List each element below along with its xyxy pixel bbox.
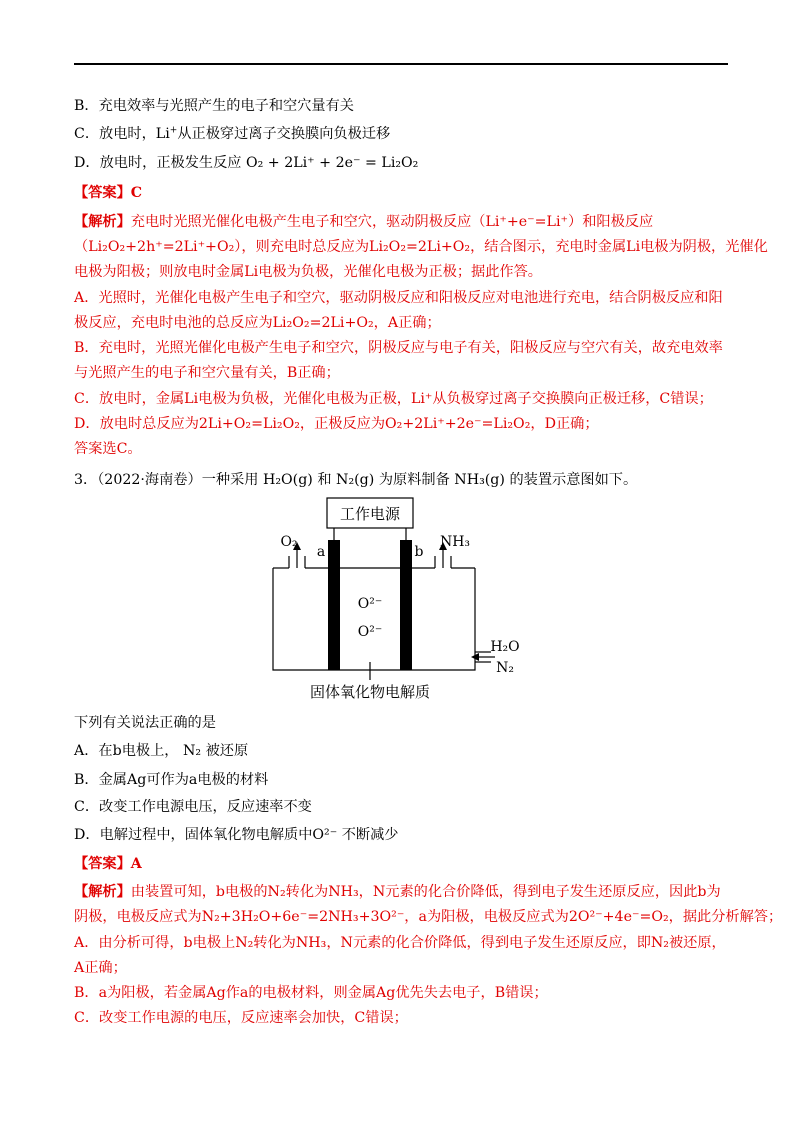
prev-analysis-line: D．放电时总反应为2Li+O₂=Li₂O₂，正极反应为O₂+2Li⁺+2e⁻=Li₂O₂，D正确；: [74, 416, 599, 432]
label-nh3: NH₃: [439, 534, 471, 550]
equation: O₂ + 2Li⁺ + 2e⁻ = Li₂O₂: [245, 155, 419, 171]
label-a: a: [316, 544, 326, 560]
ion-label: O²⁻: [357, 624, 383, 640]
prev-analysis-line: A．光照时，光催化电极产生电子和空穴，驱动阴极反应和阳极反应对电池进行充电，结合阴极反应和阳: [74, 290, 723, 306]
q3-analysis-line: A．由分析可得，b电极上N₂转化为NH₃，N元素的化合价降低，得到电子发生还原反应，即N₂被还原，: [74, 935, 726, 951]
power-supply-label: 工作电源: [339, 505, 401, 523]
q3-option-a: A．在b电极上， N₂ 被还原: [74, 743, 249, 759]
q3-option-c: C．改变工作电源电压，反应速率不变: [74, 799, 312, 815]
prev-analysis-line: B．充电时，光照光催化电极产生电子和空穴，阴极反应与电子有关，阳极反应与空穴有关，故充电效率: [74, 340, 723, 356]
label-h2o-in: H₂O: [490, 639, 520, 655]
q3-analysis-line: C．改变工作电源的电压，反应速率会加快，C错误；: [74, 1010, 408, 1026]
formula-n2: N₂(g): [336, 472, 375, 488]
q3-option-d: D．电解过程中，固体氧化物电解质中O²⁻ 不断减少: [74, 827, 399, 843]
formula-o2-ion: O²⁻: [312, 827, 338, 843]
ion-label: O²⁻: [357, 596, 383, 612]
q3-question: 下列有关说法正确的是: [74, 715, 216, 731]
electrolyte-label: 固体氧化物电解质: [309, 683, 431, 701]
q3-answer: 【答案】A: [74, 856, 142, 872]
prev-analysis-line: 答案选C。: [74, 441, 142, 457]
label-n2-in: N₂: [496, 660, 514, 676]
prev-option-b: B．充电效率与光照产生的电子和空穴量有关: [74, 98, 354, 114]
formula-n2: N₂: [182, 743, 202, 759]
cell-outline: [273, 568, 475, 670]
prev-option-d: D．放电时，正极发生反应 O₂ + 2Li⁺ + 2e⁻ = Li₂O₂: [74, 155, 419, 171]
q3-analysis-line: B．a为阳极，若金属Ag作a的电极材料，则金属Ag优先失去电子，B错误；: [74, 985, 548, 1001]
q3-analysis-line: 【解析】由装置可知，b电极的N₂转化为NH₃，N元素的化合价降低，得到电子发生还原反应，因此b为: [74, 884, 721, 900]
electrolysis-diagram: [265, 494, 535, 704]
q3-stem: 3．（2022·海南卷）一种采用 H₂O(g) 和 N₂(g) 为原料制备 NH₃(g) 的装置示意图如下。: [74, 472, 638, 488]
prev-analysis-line: （Li₂O₂+2h⁺=2Li⁺+O₂），则充电时总反应为Li₂O₂=2Li+O₂，结合图示，充电时金属Li电极为阴极，光催化: [74, 239, 768, 255]
q3-analysis-line: 阴极，电极反应式为N₂+3H₂O+6e⁻=2NH₃+3O²⁻，a为阳极，电极反应式为2O²⁻+4e⁻=O₂，据此分析解答；: [74, 909, 783, 925]
q3-analysis-line: A正确；: [74, 960, 127, 976]
prev-answer: 【答案】C: [74, 185, 143, 201]
header-rule: [74, 63, 728, 65]
electrode-a: [328, 540, 340, 670]
electrode-b: [400, 540, 412, 670]
prev-analysis-line: 【解析】充电时光照光催化电极产生电子和空穴，驱动阴极反应（Li⁺+e⁻=Li⁺）和阳极反应: [74, 214, 654, 230]
prev-analysis-line: 电极为阳极；则放电时金属Li电极为负极，光催化电极为正极；据此作答。: [74, 264, 542, 280]
formula-nh3: NH₃(g): [454, 472, 505, 488]
prev-option-c: C．放电时，Li+从正极穿过离子交换膜向负极迁移: [74, 125, 391, 142]
prev-analysis-line: 与光照产生的电子和空穴量有关，B正确；: [74, 365, 340, 381]
label-o2: O₂: [280, 534, 298, 550]
label-b: b: [414, 544, 424, 560]
formula-h2o: H₂O(g): [262, 472, 313, 488]
q3-option-b: B．金属Ag可作为a电极的材料: [74, 772, 269, 788]
prev-analysis-line: C．放电时，金属Li电极为负极，光催化电极为正极，Li⁺从负极穿过离子交换膜向正极迁移，C错误；: [74, 391, 713, 407]
prev-analysis-line: 极反应，充电时电池的总反应为Li₂O₂=2Li+O₂，A正确；: [74, 315, 441, 331]
